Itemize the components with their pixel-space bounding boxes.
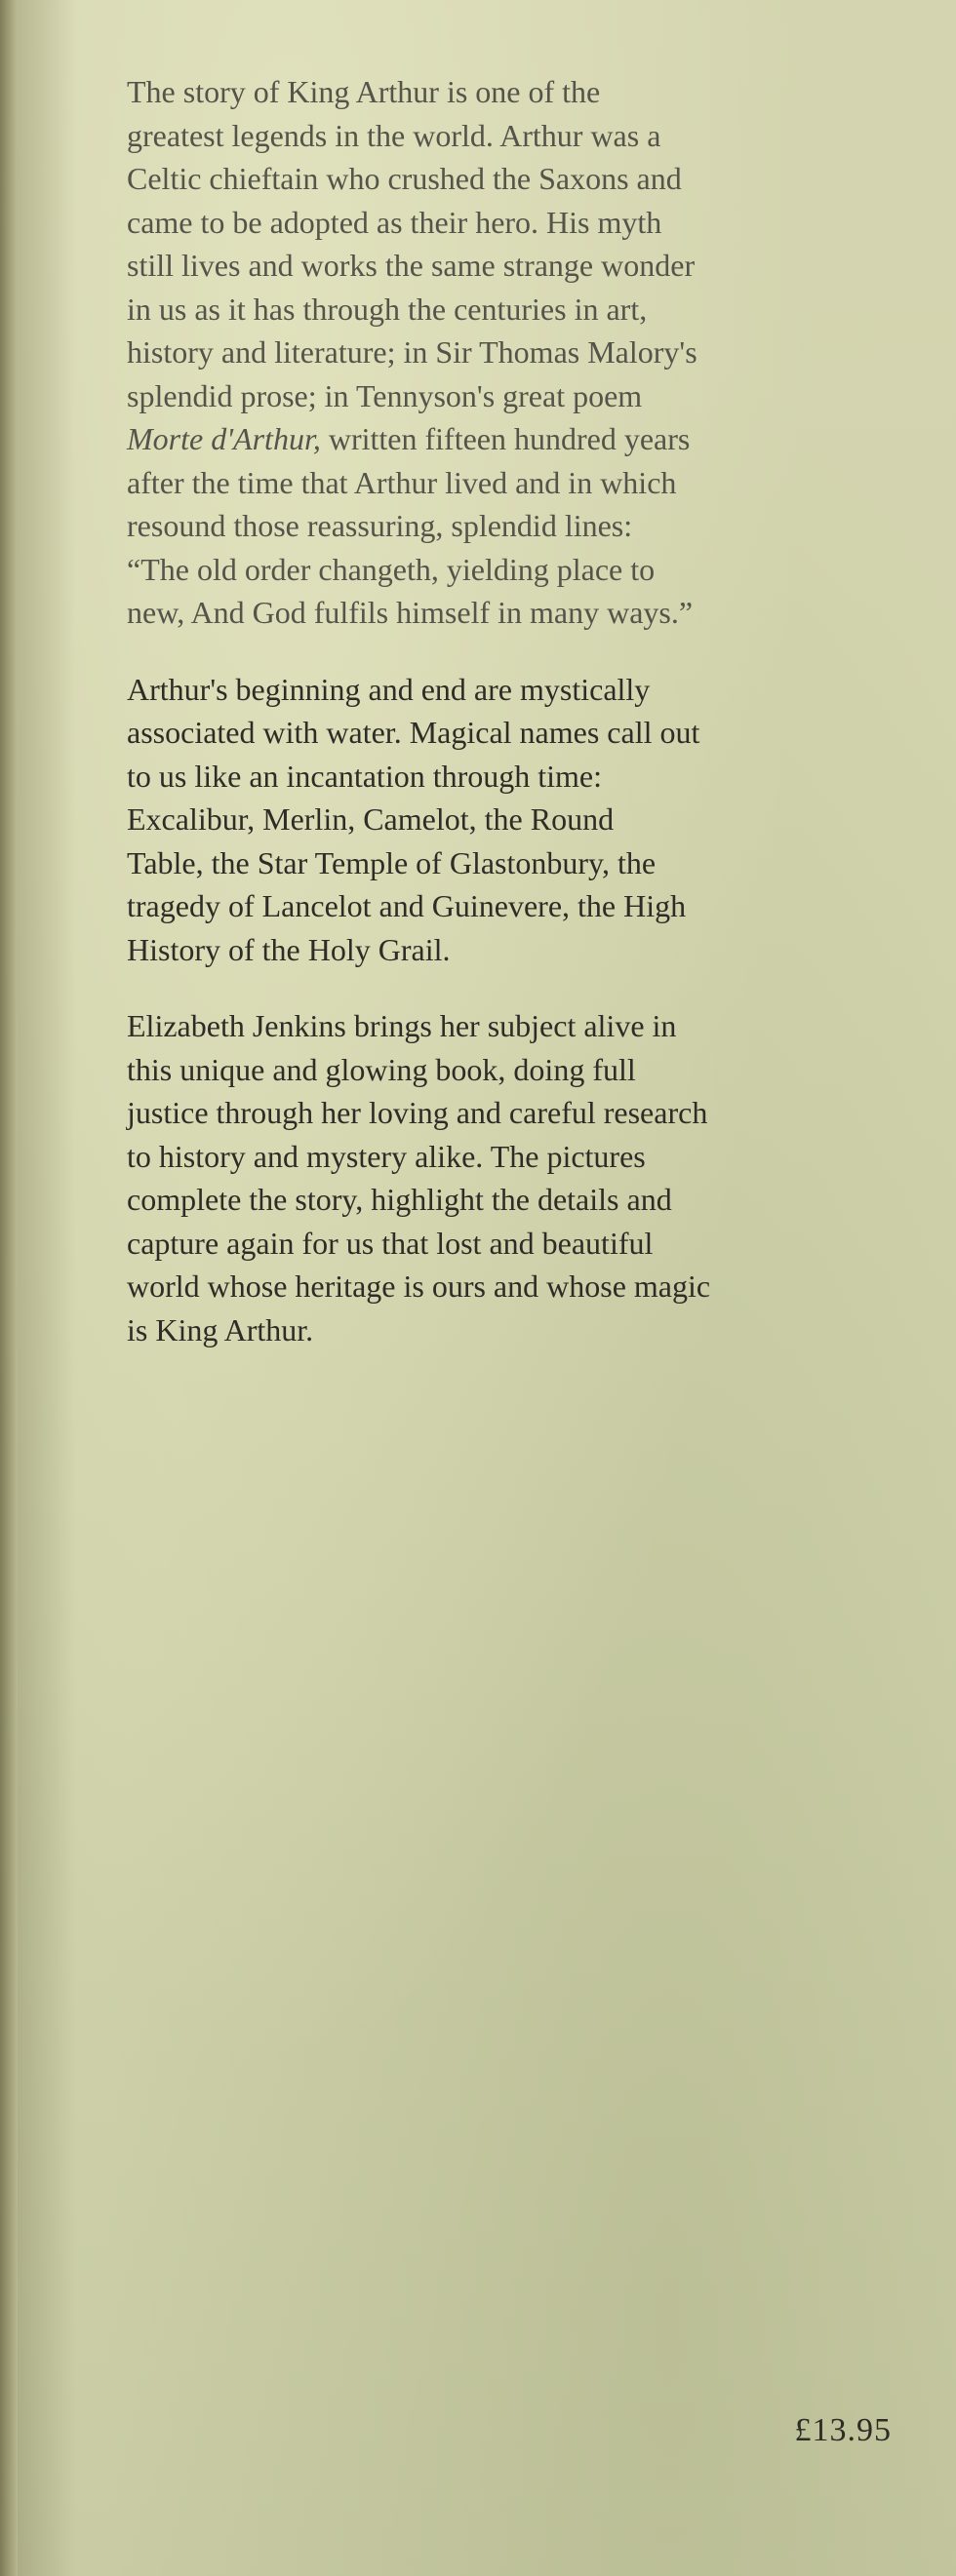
- blurb-paragraph-2: [127, 668, 888, 972]
- blurb-line: resound those reassuring, splendid lines:: [127, 508, 633, 543]
- back-cover-blurb: [127, 70, 888, 1385]
- blurb-line: capture again for us that lost and beautiful: [127, 1225, 654, 1261]
- blurb-line: after the time that Arthur lived and in which: [127, 464, 677, 500]
- blurb-line: came to be adopted as their hero. His myth: [127, 204, 662, 240]
- book-spine-edge: [0, 0, 18, 2576]
- blurb-paragraph-1: [127, 70, 888, 635]
- blurb-line: this unique and glowing book, doing full: [127, 1051, 636, 1087]
- blurb-line: justice through her loving and careful research: [127, 1095, 708, 1130]
- blurb-paragraph-3: [127, 1004, 888, 1351]
- spine-shadow: [18, 0, 76, 2576]
- blurb-line: History of the Holy Grail.: [127, 931, 451, 967]
- poem-title: Morte d'Arthur,: [127, 421, 321, 456]
- blurb-line: greatest legends in the world. Arthur was a: [127, 117, 661, 153]
- blurb-line: associated with water. Magical names call out: [127, 715, 700, 750]
- blurb-line: Celtic chieftain who crushed the Saxons and: [127, 161, 682, 196]
- blurb-line: splendid prose; in Tennyson's great poem: [127, 377, 643, 413]
- price-label: £13.95: [794, 2412, 892, 2448]
- blurb-line: history and literature; in Sir Thomas Malory's: [127, 334, 697, 370]
- blurb-line: The story of King Arthur is one of the: [127, 74, 601, 109]
- blurb-line: complete the story, highlight the details and: [127, 1182, 672, 1217]
- blurb-line: in us as it has through the centuries in art,: [127, 291, 648, 327]
- blurb-line: new, And God fulfils himself in many ways.”: [127, 595, 694, 630]
- blurb-line: to history and mystery alike. The pictures: [127, 1138, 646, 1174]
- blurb-line: written fifteen hundred years: [328, 421, 691, 456]
- blurb-line: to us like an incantation through time:: [127, 758, 603, 794]
- blurb-line: is King Arthur.: [127, 1311, 314, 1347]
- blurb-line: Arthur's beginning and end are mystically: [127, 671, 651, 707]
- blurb-line: tragedy of Lancelot and Guinevere, the High: [127, 888, 687, 923]
- blurb-line: Table, the Star Temple of Glastonbury, the: [127, 844, 657, 880]
- blurb-line: Excalibur, Merlin, Camelot, the Round: [127, 801, 615, 837]
- blurb-line: world whose heritage is ours and whose magic: [127, 1268, 711, 1304]
- blurb-line: still lives and works the same strange wonder: [127, 248, 696, 283]
- blurb-line: “The old order changeth, yielding place to: [127, 551, 656, 587]
- blurb-line: Elizabeth Jenkins brings her subject alive in: [127, 1008, 677, 1043]
